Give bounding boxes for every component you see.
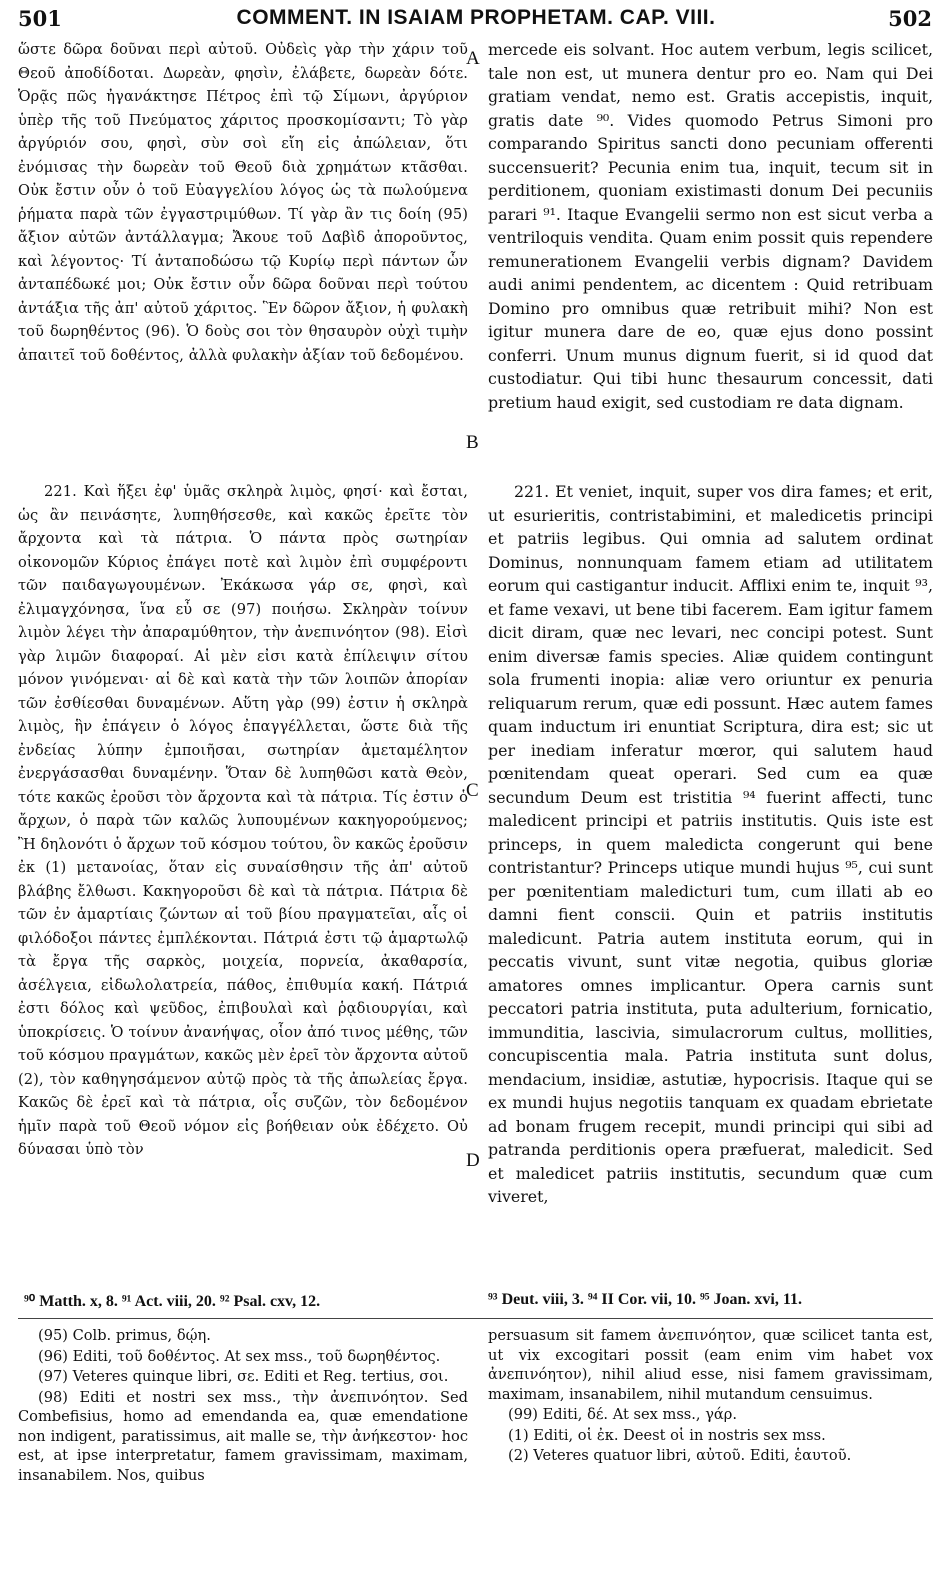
greek-paragraph: ὥστε δῶρα δοῦναι περὶ αὐτοῦ. Οὐδεὶς γὰρ τὴν χάριν τοῦ Θεοῦ ἀποδίδοται. Δωρεὰν, φησὶν, ἐλάβετε, δωρεὰν δότε. Ὁρᾷς πῶς ἠγανάκτησε Πέτρος ἐπὶ τῷ Σίμωνι, ἀργύριον ὑπὲρ τῆς τοῦ Πνεύματος χάριτος προσκομίσαντι; Τὸ γὰρ ἀργύριόν σου, φησὶ, σὺν σοὶ εἴη εἰς ἀπώλειαν, ὅτι ἐνόμισας τὴν δωρεὰν τοῦ Θεοῦ διὰ χρημάτων κτᾶσθαι. Οὐκ ἔστιν οὖν ὁ τοῦ Εὐαγγελίου λόγος ὡς τὰ πωλούμενα ῥήματα παρὰ τῶν ἐγγαστριμύθων. Τί γὰρ ἂν τις δοίη (95) ἄξιον αὐτῶν ἀντάλλαγμα; Ἄκουε τοῦ Δαβὶδ ἀποροῦντος, καὶ λέγοντος· Τί ἀνταποδώσω τῷ Κυρίῳ περὶ πάντων ὧν ἀνταπέδωκέ μοι; Οὐκ ἔστιν οὖν δῶρα δοῦναι περὶ τούτου ἀντάξια τῆς ἀπ' αὐτοῦ χάριτος. Ἓν δῶρον ἄξιον, ἡ φυλακὴ τοῦ δωρηθέντος (96). Ὁ δοὺς σοι τὸν θησαυρὸν οὐχὶ τιμὴν ἀπαιτεῖ τοῦ δοθέντος, ἀλλὰ φυλακὴν ἀξίαν τοῦ δεδομένου.	[18, 41, 468, 364]
margin-marker-c: C	[466, 780, 479, 801]
running-title: COMMENT. IN ISAIAM PROPHETAM. CAP. VIII.	[236, 6, 716, 29]
footnote-refs-left: ⁹⁰ Matth. x, 8. ⁹¹ Act. viii, 20. ⁹² Psal. cxv, 12.	[24, 1293, 321, 1310]
note-item: (96) Editi, τοῦ δοθέντος. At sex mss., τοῦ δωρηθέντος.	[38, 1347, 441, 1365]
latin-column-top	[488, 38, 933, 414]
note-item: (97) Veteres quinque libri, σε. Editi et Reg. tertius, σοι.	[38, 1368, 449, 1385]
page-number-left: 501	[18, 6, 62, 31]
greek-column-top	[18, 38, 468, 367]
page-number-right: 502	[888, 6, 932, 31]
note-item: (95) Colb. primus, δῴη.	[38, 1327, 211, 1344]
note-item: persuasum sit famem ἀνεπινόητον, quæ scilicet tanta est, ut vix excogitari possit (eam enim vim habet vox ἀνεπινόητον), nihil aliud esse, nisi famem gravissimam, maximam, insanabilem, nihil mutandum censuimus.	[488, 1327, 933, 1403]
notes-left	[18, 1326, 468, 1486]
margin-marker-a: A	[466, 48, 480, 69]
footnote-refs-right: ⁹³ Deut. viii, 3. ⁹⁴ II Cor. vii, 10. ⁹⁵ Joan. xvi, 11.	[488, 1291, 802, 1308]
notes-right	[488, 1326, 933, 1467]
margin-marker-d: D	[466, 1150, 480, 1171]
latin-column-main	[488, 480, 933, 1209]
page-header	[0, 6, 952, 36]
note-item: (2) Veteres quatuor libri, αὐτοῦ. Editi, ἑαυτοῦ.	[508, 1447, 852, 1464]
note-item: (99) Editi, δέ. At sex mss., γάρ.	[508, 1406, 738, 1423]
latin-paragraph: mercede eis solvant. Hoc autem verbum, legis scilicet, tale non est, ut munera dentur pro eo. Nam qui Dei gratiam vendat, nemo est. Gratis accepistis, inquit, gratis date ⁹⁰. Vides quomodo Petrus Simoni pro comparando Spiritus sancti dono pecuniam offerenti succensuerit? Pecunia enim tua, inquit, tecum sit in perditionem, quoniam existimasti donum Dei pecuniis parari ⁹¹. Itaque Evangelii sermo non est sicut verba a ventriloquis vendita. Quam enim possit quis rependere remunerationem Evangelii verbis dignam? Davidem audi animi pendentem, ac dicentem : Quid retribuam Domino pro omnibus quæ retribuit mihi? Non est igitur munera dare de eo, quæ ejus dono possint conferri. Unum munus dignum fuerit, si id quod dat custodiatur. Qui tibi hunc thesaurum concessit, dati pretium haud exigit, sed custodiam re data dignam.	[488, 40, 933, 412]
note-item: (98) Editi et nostri sex mss., τὴν ἀνεπινόητον. Sed Combefisius, homo ad emendanda ea, quæ emendatione non indigent, paratissimus, ait malle se, τὴν ἀνήκεστον· hoc est, at ipse interpretatur, famem gravissimam, maximam, insanabilem. Nos, quibus	[18, 1388, 468, 1484]
margin-marker-b: B	[466, 432, 479, 453]
greek-column-main	[18, 480, 468, 1162]
greek-paragraph: 221. Καὶ ἥξει ἐφ' ὑμᾶς σκληρὰ λιμὸς, φησί· καὶ ἔσται, ὡς ἂν πεινάσητε, λυπηθήσεσθε, καὶ κακῶς ἐρεῖτε τὸν ἄρχοντα καὶ τὰ πάτρια. Ὁ πάντα πρὸς σωτηρίαν οἰκονομῶν Κύριος ἐπάγει ποτὲ καὶ λιμὸν ἐπὶ συμφέροντι τῶν παιδαγωγουμένων. Ἐκάκωσα γάρ σε, φησὶ, καὶ ἐλιμαγχόνησα, ἵνα εὖ σε (97) ποιήσω. Σκληρὰν τοίνυν λιμὸν λέγει τὴν ἀπαραμύθητον, τὴν ἀνεπινόητον (98). Εἰσὶ γὰρ λιμῶν διαφοραί. Αἱ μὲν εἰσι κατὰ ἐπίλειψιν σίτου μόνον γινόμεναι· αἱ δὲ καὶ κατὰ τὴν τῶν λοιπῶν ἀπορίαν τῶν ἐσθίεσθαι δυναμένων. Αὕτη γὰρ (99) ἐστιν ἡ σκληρὰ λιμὸς, ἣν ἐπάγειν ὁ λόγος ἐπαγγέλλεται, ὥστε διὰ τῆς ἐνδείας λύπην ἐμποιῆσαι, σωτηρίαν ἀμεταμέλητον ἐνεργάσασθαι δυναμένην. Ὅταν δὲ λυπηθῶσι κατὰ Θεὸν, τότε κακῶς ἐροῦσι τὸν ἄρχοντα καὶ τὰ πάτρια. Τίς ἐστιν ὁ ἄρχων, ὁ παρὰ τῶν καλῶς λυπουμένων κακηγορούμενος; Ἢ δηλονότι ὁ ἄρχων τοῦ κόσμου τούτου, ὃν κακῶς ἐροῦσιν ἐκ (1) μετανοίας, ὅταν εἰς συναίσθησιν τῆς ἀπ' αὐτοῦ βλάβης ἔλθωσι. Κακηγοροῦσι δὲ καὶ τὰ πάτρια. Πάτρια δὲ τῶν ἐν ἁμαρτίαις ζώντων αἱ τοῦ βίου πραγματεῖαι, αἷς οἱ φιλόδοξοι πάντες ἐμπλέκονται. Πάτριά ἐστι τῷ ἁμαρτωλῷ τὰ ἔργα τῆς σαρκὸς, μοιχεία, πορνεία, ἀκαθαρσία, ἀσέλγεια, εἰδωλολατρεία, πάθος, ἐπιθυμία κακή. Πάτριά ἐστι δόλος καὶ ψεῦδος, ἐπιβουλαὶ καὶ ῥᾳδιουργίαι, καὶ ὑποκρίσεις. Ὁ τοίνυν ἀνανήψας, οἷον ἀπό τινος μέθης, τῶν τοῦ κόσμου πραγμάτων, κακῶς μὲν ἐρεῖ τὸν ἄρχοντα αὐτοῦ (2), τὸν καθηγησάμενον αὐτῷ πρὸς τὰ τῆς ἀπωλείας ἔργα. Κακῶς δὲ ἐρεῖ καὶ τὰ πάτρια, οἷς συζῶν, τὸν δεδομένον ἡμῖν παρὰ τοῦ Θεοῦ νόμον εἰς βοήθειαν οὐκ ἐδέχετο. Οὐ δύνασαι ὑπὸ τὸν	[18, 483, 468, 1158]
note-item: (1) Editi, οἱ ἐκ. Deest οἱ in nostris sex mss.	[508, 1426, 826, 1444]
footnote-divider	[18, 1318, 933, 1319]
latin-paragraph: 221. Et veniet, inquit, super vos dira fames; et erit, ut esurieritis, contristabimini, et maledicetis principi et patriis legibus. Qui omnia ad salutem ordinat Dominus, nonnunquam famem etiam ad utilitatem eorum qui castigantur inducit. Afflixi enim te, inquit ⁹³, et fame vexavi, ut bene tibi facerem. Eam igitur famem dicit diram, quæ nec levari, nec concipi potest. Sunt enim diversæ famis species. Aliæ quidem contingunt sola frumenti inopia: aliæ vero oriuntur ex penuria reliquarum rerum, quæ edi possunt. Hæc autem fames quam inductum iri enuntiat Scriptura, dira est; sic ut per inediam inferatur mœror, qui salutem haud pœnitendam queat operari. Sed cum ea quæ secundum Deum est tristitia ⁹⁴ fuerint affecti, tunc maledicent principi et patriis institutis. Quis iste est princeps, in quem maledicta congerunt qui bene contristantur? Princeps utique mundi hujus ⁹⁵, cui sunt per pœnitentiam maledicturi tum, cum illati ab eo damni fient conscii. Quin et patriis institutis maledicunt. Patria autem instituta eorum, qui in peccatis vivunt, sunt vitæ negotia, quibus gloriæ amatores omnes implicantur. Opera carnis sunt peccatori patria instituta, puta adulterium, fornicatio, immunditia, lascivia, simulacrorum cultus, mollities, concupiscentia mala. Patria instituta sunt dolus, mendacium, insidiæ, astutiæ, hypocrisis. Itaque qui se ex mundi hujus negotiis tanquam ex quadam ebrietate ad bonam frugem recepit, mundi principi qui sibi ad patranda perditionis opera præfuerat, maledicit. Sed et maledicet patriis institutis, secundum quæ cum viveret,	[488, 482, 933, 1206]
